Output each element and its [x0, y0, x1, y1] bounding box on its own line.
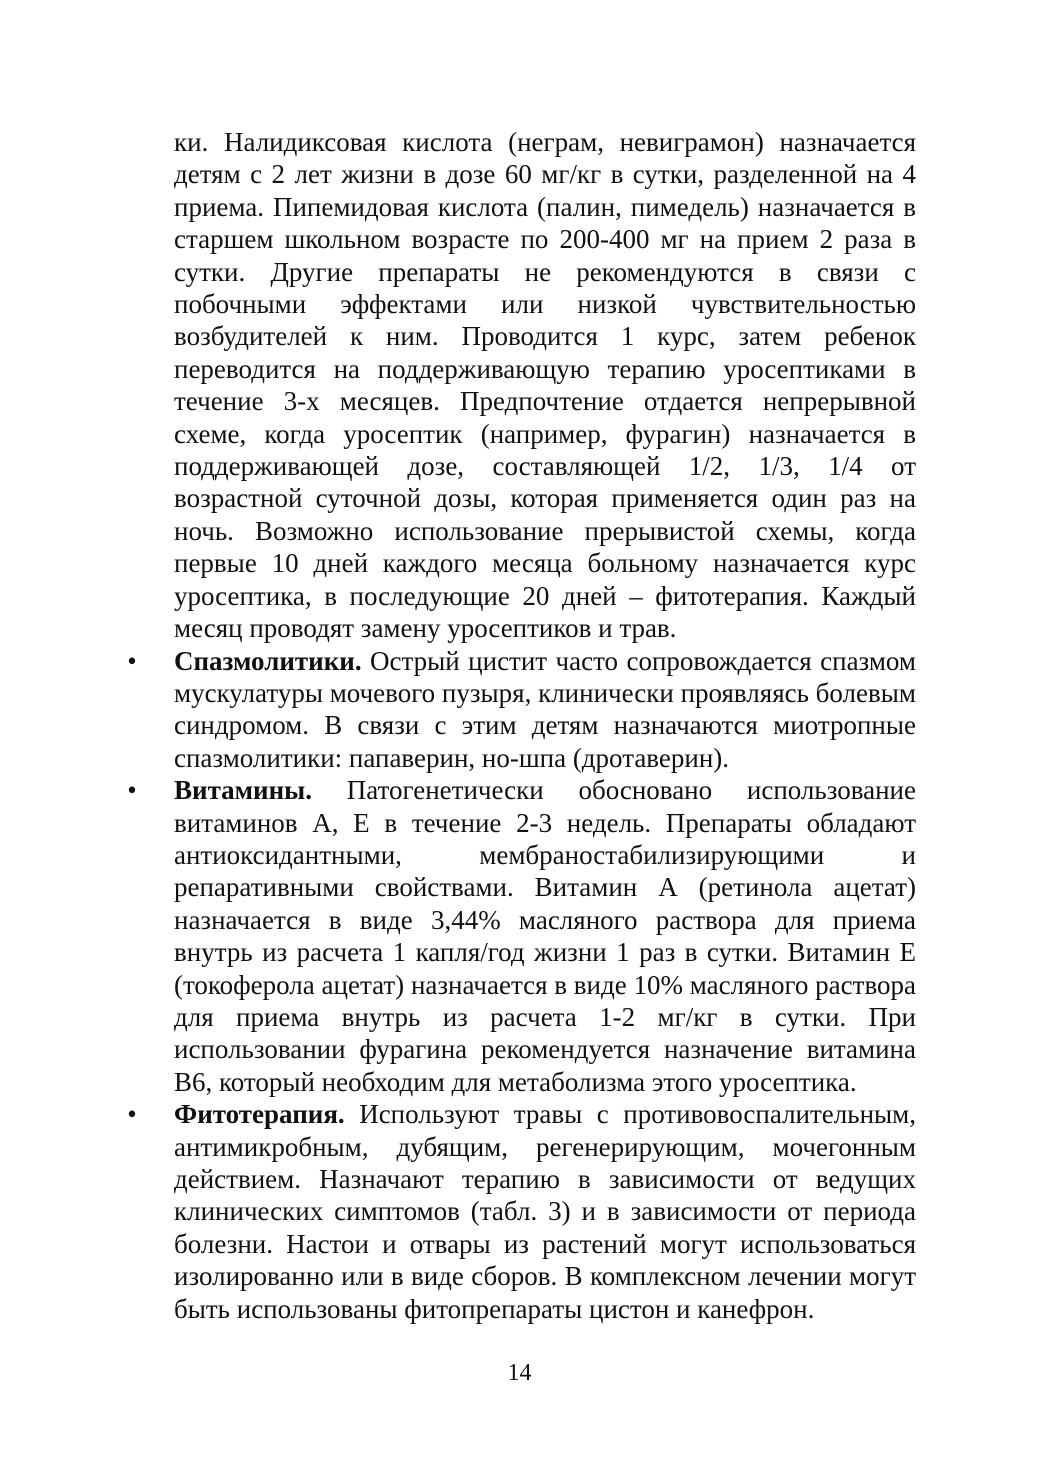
page-body [127, 126, 916, 1325]
bullet-icon: • [127, 1099, 137, 1130]
bullet-paragraph [174, 774, 916, 1098]
bullet-lead-term: Спазмолитики. [174, 645, 362, 676]
bullet-item-spasmolytics [127, 645, 916, 775]
bullet-text: Острый цистит часто сопровождается спазмом мускулатуры мочевого пузыря, клинически проявляясь болевым синдромом. В связи с этим детям назначаются миотропные спазмолитики: папаверин, но-шпа (дротаверин). [174, 645, 916, 773]
bullet-lead-term: Витамины. [174, 775, 312, 806]
bullet-icon: • [127, 645, 137, 676]
page-number: 14 [507, 1360, 532, 1386]
bullet-lead-term: Фитотерапия. [174, 1099, 345, 1130]
bullet-item-phytotherapy [127, 1098, 916, 1325]
bullet-text: Патогенетически обосновано использование витаминов А, Е в течение 2-3 недель. Препараты обладают антиоксидантными, мембраностабилизирующими и репаративными свойствами. Витамин А (ретинола ацетат) назначается в виде 3,44% масляного раствора для приема внутрь из расчета 1 капля/год жизни 1 раз в сутки. Витамин Е (токоферола ацетат) назначается в виде 10% масляного раствора для приема внутрь из расчета 1-2 мг/кг в сутки. При использовании фурагина рекомендуется назначение витамина В6, который необходим для метаболизма этого уросептика. [174, 775, 916, 1097]
continuation-paragraph: ки. Налидиксовая кислота (неграм, невиграмон) назначается детям с 2 лет жизни в дозе 60 мг/кг в сутки, разделенной на 4 приема. Пипемидовая кислота (палин, пимедель) назначается в старшем школьном возрасте по 200-400 мг на прием 2 раза в сутки. Другие препараты не рекомендуются в связи с побочными эффектами или низкой чувствительностью возбудителей к ним. Проводится 1 курс, затем ребенок переводится на поддерживающую терапию уросептиками в течение 3-х месяцев. Предпочтение отдается непрерывной схеме, когда уросептик (например, фурагин) назначается в поддерживающей дозе, составляющей 1/2, 1/3, 1/4 от возрастной суточной дозы, которая применяется один раз на ночь. Возможно использование прерывистой схемы, когда первые 10 дней каждого месяца больному назначается курс уросептика, в последующие 20 дней – фитотерапия. Каждый месяц проводят замену уросептиков и трав. [174, 127, 916, 644]
bullet-paragraph [174, 1098, 916, 1325]
bullet-paragraph [174, 645, 916, 775]
bullet-icon: • [127, 775, 137, 806]
bullet-item-vitamins [127, 774, 916, 1098]
bullet-text: Используют травы с противовоспалительным, антимикробным, дубящим, регенерирующим, мочегонным действием. Назначают терапию в зависимости от ведущих клинических симптомов (табл. 3) и в зависимости от периода болезни. Настои и отвары из растений могут использоваться изолированно или в виде сборов. В комплексном лечении могут быть использованы фитопрепараты цистон и канефрон. [174, 1099, 916, 1324]
